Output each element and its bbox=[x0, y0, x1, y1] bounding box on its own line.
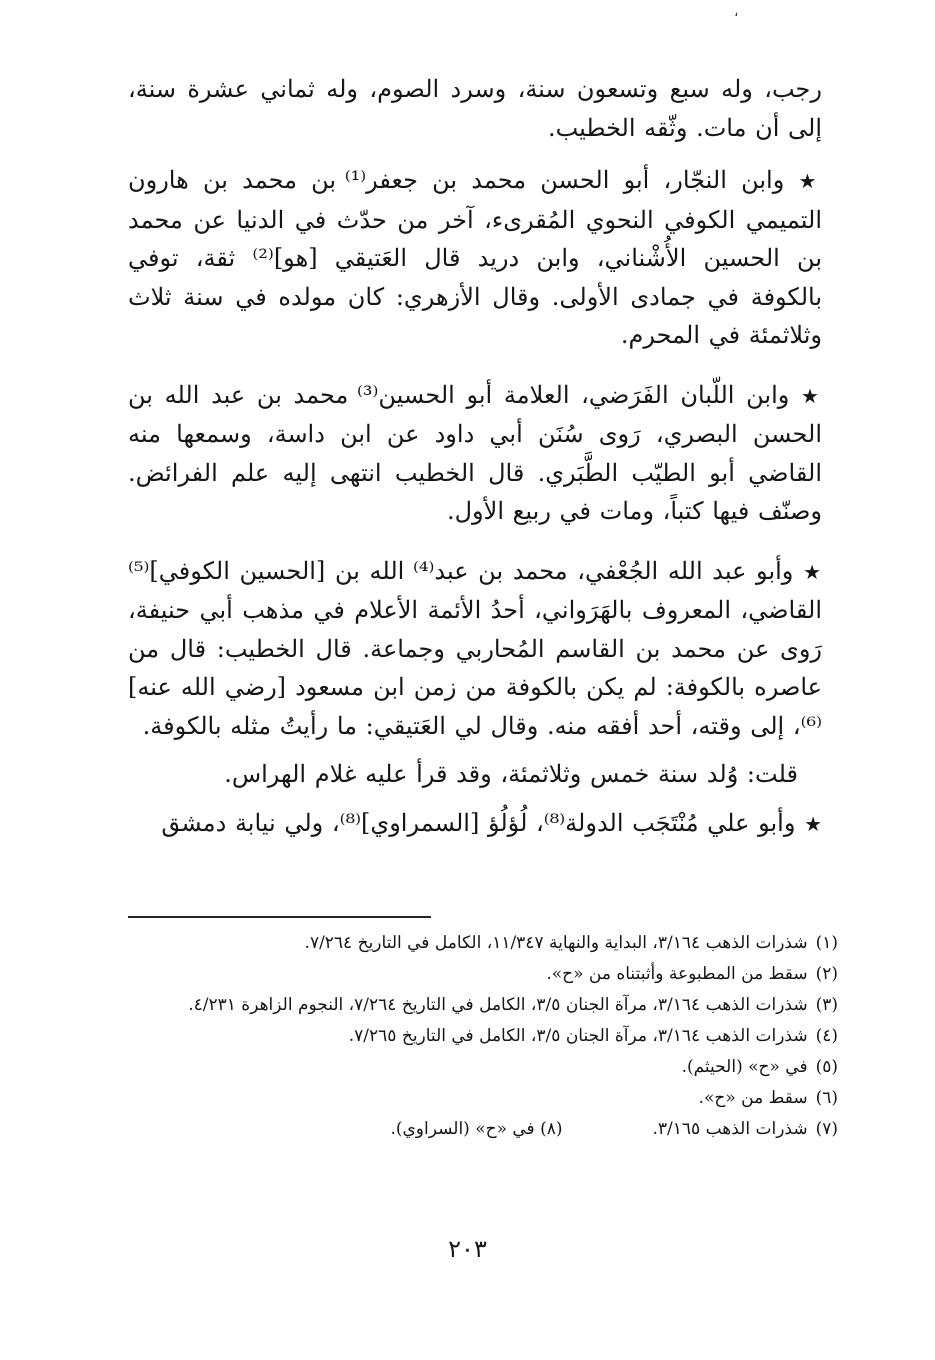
footnote-text: شذرات الذهب ٣/١٦٤، مرآة الجنان ٣/٥، الكامل في التاريخ ٧/٢٦٤، النجوم الزاهرة ٤/٢٣١. bbox=[188, 995, 808, 1015]
paragraph-note bbox=[128, 755, 822, 794]
footnote-number: (٣) bbox=[815, 995, 838, 1015]
footnotes bbox=[130, 928, 838, 1145]
footnote-text-pair bbox=[130, 1114, 808, 1145]
main-text bbox=[128, 70, 822, 864]
paragraph-text: وابن اللّبان الفَرَضي، العلامة أبو الحسين⁽³⁾ محمد بن عبد الله بن الحسن البصري، رَوى سُنَن أبي داود عن ابن داسة، وسمعها منه القاضي أبو الطيّب الطَّبَري. قال الخطيب انتهى إليه علم الفرائض. وصنّف فيها كتباً، ومات في ربيع الأول. bbox=[128, 380, 822, 525]
paragraph-text: رجب، وله سبع وتسعون سنة، وسرد الصوم، وله ثماني عشرة سنة، إلى أن مات. وثّقه الخطيب. bbox=[128, 75, 822, 142]
footnote bbox=[130, 1114, 838, 1145]
footnote-text: شذرات الذهب ٣/١٦٤، مرآة الجنان ٣/٥، الكامل في التاريخ ٧/٢٦٥. bbox=[348, 1026, 808, 1046]
footnote-divider bbox=[128, 916, 431, 918]
footnote-secondary bbox=[390, 1114, 562, 1145]
paragraph-ibn-labban bbox=[128, 376, 822, 531]
footnote bbox=[130, 959, 838, 990]
paragraph-continuation bbox=[128, 70, 822, 147]
footnote-text: شذرات الذهب ٣/١٦٤، البداية والنهاية ١١/٣٤٧، الكامل في التاريخ ٧/٢٦٤. bbox=[304, 933, 808, 953]
page-number: ٢٠٣ bbox=[448, 1235, 487, 1263]
paragraph-text: وابن النجّار، أبو الحسن محمد بن جعفر⁽¹⁾ بن محمد بن هارون التميمي الكوفي النحوي المُقرىء، آخر من حدّث في الدنيا عن محمد بن الحسين الأُشْناني، وابن دريد قال العَتيقي [هو]⁽²⁾ ثقة، توفي بالكوفة في جمادى الأولى. وقال الأزهري: كان مولده في سنة ثلاث وثلاثمئة في المحرم. bbox=[128, 166, 822, 349]
paragraph-jufi bbox=[128, 552, 822, 746]
footnote-text: في «ح» (الحيثم). bbox=[681, 1057, 808, 1077]
footnote-number: (١) bbox=[815, 933, 838, 953]
footnote bbox=[130, 990, 838, 1021]
footnote-text: سقط من المطبوعة وأثبتناه من «ح». bbox=[546, 964, 808, 984]
paragraph-text: وأبو عبد الله الجُعْفي، محمد بن عبد⁽⁴⁾ الله بن [الحسين الكوفي]⁽⁵⁾ القاضي، المعروف بالهَرَواني، أحدُ الأئمة الأعلام في مذهب أبي حنيفة، رَوى عن محمد بن القاسم المُحاربي وجماعة. قال الخطيب: قال من عاصره بالكوفة: لم يكن بالكوفة من زمن ابن مسعود [رضي الله عنه]⁽⁶⁾، إلى وقته، أحد أفقه منه. وقال لي العَتيقي: ما رأيتُ مثله بالكوفة. bbox=[128, 556, 822, 740]
footnote bbox=[130, 1021, 838, 1052]
footnote-text: شذرات الذهب ٣/١٦٥. bbox=[652, 1119, 808, 1139]
paragraph-text: وأبو علي مُنْتَجَب الدولة⁽⁸⁾، لُؤلُؤ [السمراوي]⁽⁸⁾، ولي نيابة دمشق bbox=[161, 808, 796, 837]
footnote bbox=[130, 928, 838, 959]
paragraph-muntajab bbox=[128, 804, 822, 844]
star-icon: ★ bbox=[804, 811, 822, 836]
paragraph-ibn-najjar bbox=[128, 161, 822, 355]
footnote bbox=[130, 1083, 838, 1114]
star-icon: ★ bbox=[803, 559, 823, 584]
footnote-text: في «ح» (السراوي). bbox=[390, 1119, 535, 1139]
footnote-number: (٨) bbox=[540, 1119, 563, 1139]
footnote-number: (٤) bbox=[815, 1026, 838, 1046]
footnote-text: سقط من «ح». bbox=[698, 1088, 808, 1108]
star-icon: ★ bbox=[798, 169, 822, 193]
paragraph-text: قلت: وُلد سنة خمس وثلاثمئة، وقد قرأ عليه غلام الهراس. bbox=[224, 760, 798, 788]
footnote-number: (٦) bbox=[815, 1088, 838, 1108]
top-mark: ، bbox=[734, 4, 739, 20]
footnote bbox=[130, 1052, 838, 1083]
footnote-number: (٢) bbox=[815, 964, 838, 984]
star-icon: ★ bbox=[801, 383, 822, 408]
footnote-number: (٧) bbox=[815, 1119, 838, 1139]
footnote-number: (٥) bbox=[815, 1057, 838, 1077]
